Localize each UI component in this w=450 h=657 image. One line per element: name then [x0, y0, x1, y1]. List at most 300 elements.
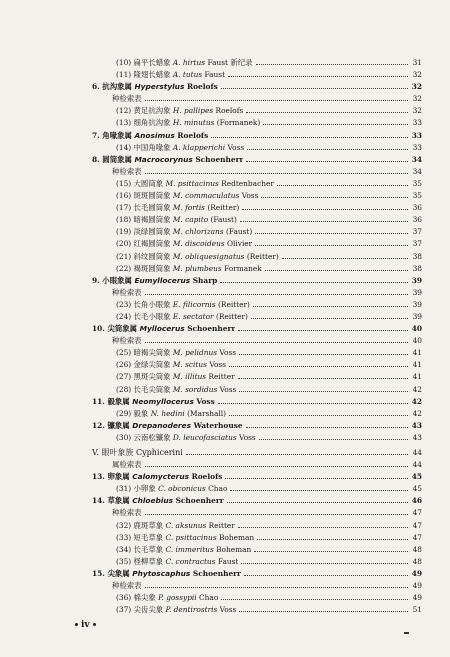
- entry-latin-name: A. tutus: [172, 70, 203, 80]
- dot-leader: [239, 354, 408, 355]
- entry-chinese-name: 暗褐圆筒象: [133, 215, 171, 225]
- toc-species-entry: [92, 408, 422, 420]
- entry-number: (10): [116, 58, 132, 67]
- entry-number: (14): [116, 142, 132, 152]
- dot-leader: [225, 478, 408, 479]
- toc-entry-label: [112, 580, 142, 592]
- toc-entry-label: [116, 347, 236, 359]
- toc-entry-label: [116, 604, 236, 616]
- dot-leader: [256, 64, 408, 65]
- entry-chinese-name: 镰象属: [107, 420, 130, 430]
- toc-species-entry: [92, 483, 422, 495]
- entry-chinese-name: 毅象属: [107, 396, 130, 406]
- entry-page-number: 37: [412, 227, 422, 237]
- entry-latin-name: Chloebius: [132, 496, 173, 506]
- entry-page-number: 47: [412, 532, 422, 542]
- dot-leader: [221, 88, 408, 89]
- dot-leader: [145, 466, 408, 467]
- entry-page-number: 43: [412, 432, 422, 442]
- toc-genus-entry: [92, 471, 422, 483]
- entry-latin-name: P. gossypii: [158, 593, 197, 603]
- entry-latin-name: M. scitus: [172, 360, 207, 370]
- entry-latin-name: Myllocerus: [139, 324, 185, 334]
- entry-latin-name: Hyperstylus: [134, 82, 185, 92]
- toc-species-entry: [92, 263, 422, 275]
- toc-key-entry: [92, 335, 422, 347]
- entry-latin-name: E. sectator: [172, 311, 214, 321]
- entry-chinese-name: 金绿尖筒象: [133, 360, 171, 370]
- toc-entry-label: [92, 154, 243, 166]
- entry-chinese-name: 淡绿圆筒象: [133, 227, 171, 237]
- entry-page-number: 47: [412, 508, 422, 518]
- toc-species-entry: [92, 190, 422, 202]
- toc-species-entry: [92, 544, 422, 556]
- entry-author: Roelofs: [186, 82, 218, 92]
- entry-author: Roelofs: [215, 106, 244, 116]
- entry-latin-name: M. chlorizans: [172, 227, 224, 237]
- entry-author: Voss: [227, 142, 245, 152]
- toc-entry-label: [116, 532, 254, 544]
- entry-page-number: 48: [412, 544, 422, 554]
- entry-page-number: 42: [412, 408, 422, 418]
- toc-entry-label: [116, 238, 252, 250]
- toc-genus-entry: [92, 420, 422, 432]
- entry-chinese-name: 鹿斑草象: [133, 520, 164, 530]
- entry-latin-name: M. capito: [172, 215, 209, 225]
- entry-page-number: 38: [412, 263, 422, 273]
- entry-latin-name: C. obconicus: [158, 484, 206, 494]
- dot-leader: [242, 209, 408, 210]
- entry-chinese-name: 暗褐尖筒象: [133, 348, 171, 358]
- entry-latin-name: M. plumbeus: [172, 263, 222, 273]
- entry-latin-name: A. klapperichi: [172, 142, 226, 152]
- entry-latin-name: M. fortis: [172, 203, 205, 213]
- toc-species-entry: [92, 214, 422, 226]
- entry-number: (11): [116, 70, 132, 80]
- entry-page-number: 37: [412, 239, 422, 249]
- toc-entry-label: [92, 568, 241, 580]
- entry-number: (20): [116, 239, 132, 249]
- entry-page-number: 39: [411, 275, 422, 285]
- entry-page-number: 39: [412, 311, 422, 321]
- dot-leader: [277, 185, 408, 186]
- toc-genus-entry: [92, 568, 422, 580]
- toc-species-entry: [92, 311, 422, 323]
- entry-chinese-name: 长毛尖筒象: [133, 384, 171, 394]
- entry-author: Voss: [209, 360, 227, 370]
- toc-key-entry: [92, 93, 422, 105]
- toc-entry-label: [92, 420, 243, 432]
- entry-number: (35): [116, 556, 132, 566]
- dot-leader: [145, 587, 408, 588]
- dot-leader: [246, 161, 408, 162]
- entry-number: (34): [116, 544, 132, 554]
- entry-page-number: 35: [412, 191, 422, 201]
- entry-author: (Marshall): [187, 408, 227, 418]
- toc-key-entry: [92, 507, 422, 519]
- toc-genus-entry: [92, 396, 422, 408]
- entry-latin-name: C. aksunus: [165, 520, 207, 530]
- entry-page-number: 32: [411, 82, 422, 92]
- entry-latin-name: C. immeritus: [165, 544, 214, 554]
- entry-author: (Reitter): [246, 251, 279, 261]
- dot-leader: [255, 245, 408, 246]
- entry-number: (27): [116, 372, 132, 382]
- entry-number: (32): [116, 520, 132, 530]
- entry-page-number: 42: [411, 396, 422, 406]
- entry-author: (Reitter): [207, 203, 240, 213]
- toc-species-entry: [92, 226, 422, 238]
- entry-number: 10.: [92, 324, 105, 334]
- toc-entry-label: [116, 117, 260, 129]
- toc-entry-label: [112, 287, 142, 299]
- entry-author: (Formanek): [216, 118, 261, 128]
- entry-latin-name: Macrocorynus: [134, 154, 193, 164]
- entry-number: (29): [116, 408, 132, 418]
- entry-chinese-name: 种检索表: [112, 94, 142, 104]
- entry-page-number: 32: [412, 70, 422, 80]
- entry-chinese-name: 黑斑尖筒象: [133, 372, 171, 382]
- entry-author: Schoenherr: [195, 154, 244, 164]
- toc-genus-entry: [92, 323, 422, 335]
- entry-latin-name: E. filicornis: [172, 299, 216, 309]
- toc-entry-label: [92, 396, 215, 408]
- ink-speck-icon: [404, 632, 409, 634]
- entry-latin-name: H. pallipes: [172, 106, 214, 116]
- entry-chinese-name: 眼叶象族: [101, 448, 134, 457]
- entry-number: (31): [116, 484, 132, 494]
- entry-author: Waterhouse: [193, 420, 243, 430]
- toc-entry-label: [116, 214, 237, 226]
- dot-leader: [239, 391, 408, 392]
- entry-chinese-name: 隆翅长蜡象: [133, 70, 171, 80]
- entry-author: Sharp: [192, 275, 218, 285]
- entry-number: 12.: [92, 420, 105, 430]
- toc-species-entry: [92, 371, 422, 383]
- entry-author: Voss: [239, 432, 256, 442]
- entry-number: (17): [116, 203, 132, 213]
- entry-chinese-name: 扁平长蜡象: [133, 58, 171, 67]
- toc-entry-label: [92, 447, 183, 459]
- toc-genus-entry: [92, 81, 422, 93]
- entry-chinese-name: 柽柳草象: [133, 556, 164, 566]
- entry-chinese-name: 褐斑圆筒象: [133, 263, 171, 273]
- entry-page-number: 44: [412, 460, 422, 470]
- entry-author: Schoenherr: [192, 568, 241, 578]
- dot-leader: [238, 378, 408, 379]
- dot-leader: [228, 76, 408, 77]
- bullet-icon: [93, 623, 96, 626]
- table-of-contents: [92, 57, 422, 616]
- toc-species-entry: [92, 105, 422, 117]
- toc-species-entry: [92, 117, 422, 129]
- entry-number: 8.: [92, 154, 100, 164]
- entry-chinese-name: 长毛小眼象: [133, 311, 171, 321]
- entry-number: (25): [116, 348, 132, 358]
- dot-leader: [253, 306, 408, 307]
- entry-page-number: 33: [412, 118, 422, 128]
- entry-number: 6.: [92, 82, 100, 92]
- entry-latin-name: N. hedini: [150, 408, 185, 418]
- dot-leader: [263, 124, 408, 125]
- toc-species-entry: [92, 299, 422, 311]
- entry-number: (22): [116, 263, 132, 273]
- entry-chinese-name: 角喙象属: [102, 130, 132, 140]
- entry-page-number: 46: [411, 496, 422, 506]
- dot-leader: [246, 427, 408, 428]
- entry-author: Roelofs: [177, 130, 209, 140]
- toc-entry-label: [116, 69, 225, 81]
- entry-page-number: 32: [412, 94, 422, 104]
- dot-leader: [247, 149, 408, 150]
- entry-chinese-name: 小卵象: [133, 484, 156, 494]
- toc-entry-label: [116, 311, 248, 323]
- entry-author: Formanek: [224, 263, 262, 273]
- entry-page-number: 42: [412, 384, 422, 394]
- entry-author: (Reitter): [218, 299, 250, 309]
- toc-species-entry: [92, 178, 422, 190]
- toc-genus-entry: [92, 495, 422, 507]
- dot-leader: [257, 539, 408, 540]
- entry-page-number: 48: [412, 556, 422, 566]
- dot-leader: [265, 270, 408, 271]
- toc-genus-entry: [92, 130, 422, 142]
- entry-author: (Faust): [225, 227, 253, 237]
- toc-genus-entry: [92, 154, 422, 166]
- entry-number: (37): [116, 605, 132, 615]
- entry-chinese-name: 种检索表: [112, 166, 142, 176]
- dot-leader: [238, 527, 408, 528]
- toc-species-entry: [92, 347, 422, 359]
- entry-latin-name: H. minutus: [172, 118, 215, 128]
- entry-author: Voss: [219, 348, 237, 358]
- entry-number: (19): [116, 227, 132, 237]
- entry-chinese-name: 红褐圆筒象: [133, 239, 171, 249]
- entry-page-number: 51: [412, 605, 422, 615]
- entry-number: 7.: [92, 130, 100, 140]
- toc-entry-label: [92, 495, 224, 507]
- toc-species-entry: [92, 532, 422, 544]
- entry-chinese-name: 黄足抗沟象: [133, 106, 171, 116]
- dot-leader: [221, 599, 408, 600]
- toc-entry-label: [116, 408, 226, 420]
- entry-number: (21): [116, 251, 132, 261]
- entry-chinese-name: 种检索表: [112, 508, 142, 518]
- entry-number: 14.: [92, 496, 105, 506]
- toc-entry-label: [116, 178, 274, 190]
- entry-page-number: 45: [412, 484, 422, 494]
- entry-author: Roelofs: [191, 472, 223, 482]
- entry-author: Reitter: [208, 520, 235, 530]
- entry-chinese-name: 圆筒象属: [102, 154, 132, 164]
- toc-entry-label: [116, 190, 258, 202]
- entry-chinese-name: 棉尖象: [133, 593, 156, 603]
- toc-species-entry: [92, 251, 422, 263]
- entry-number: (26): [116, 360, 132, 370]
- toc-entry-label: [112, 459, 142, 471]
- dot-leader: [145, 514, 408, 515]
- entry-latin-name: Anosimus: [134, 130, 175, 140]
- entry-latin-name: Neomyllocerus: [132, 396, 194, 406]
- entry-chinese-name: 种检索表: [112, 581, 142, 591]
- entry-latin-name: C. contractus: [165, 556, 216, 566]
- toc-species-entry: [92, 202, 422, 214]
- entry-page-number: 44: [412, 448, 422, 457]
- entry-chinese-name: 种检索表: [112, 336, 142, 346]
- entry-page-number: 34: [412, 166, 422, 176]
- entry-page-number: 36: [412, 203, 422, 213]
- entry-number: (33): [116, 532, 132, 542]
- dot-leader: [254, 551, 408, 552]
- toc-species-entry: [92, 520, 422, 532]
- toc-entry-label: [112, 93, 142, 105]
- entry-latin-name: M. obliquesignatus: [172, 251, 245, 261]
- entry-number: (23): [116, 299, 132, 309]
- entry-author: Redtenbacher: [221, 178, 274, 188]
- toc-tribe-entry: [92, 447, 422, 459]
- entry-latin-name: M. psittacinus: [165, 178, 219, 188]
- entry-author: Faust: [217, 556, 239, 566]
- dot-leader: [282, 258, 408, 259]
- entry-author: Boheman: [216, 544, 252, 554]
- dot-leader: [241, 563, 408, 564]
- toc-key-entry: [92, 287, 422, 299]
- toc-entry-label: [116, 556, 238, 568]
- toc-entry-label: [116, 226, 252, 238]
- entry-chinese-name: 长毛草象: [133, 544, 164, 554]
- dot-leader: [145, 342, 408, 343]
- toc-entry-label: [116, 202, 239, 214]
- toc-species-entry: [92, 384, 422, 396]
- entry-page-number: 41: [412, 360, 422, 370]
- toc-species-entry: [92, 69, 422, 81]
- toc-entry-label: [92, 275, 217, 287]
- entry-number: 11.: [92, 396, 105, 406]
- entry-number: (12): [116, 106, 132, 116]
- toc-entry-label: [116, 483, 227, 495]
- entry-page-number: 47: [412, 520, 422, 530]
- entry-number: (36): [116, 593, 132, 603]
- entry-number: 15.: [92, 568, 105, 578]
- entry-number: (24): [116, 311, 132, 321]
- entry-page-number: 49: [412, 581, 422, 591]
- entry-chinese-name: 抗沟象属: [102, 82, 132, 92]
- entry-chinese-name: 云南松镰象: [133, 432, 171, 442]
- entry-latin-name: M. commaculatus: [172, 191, 240, 201]
- entry-latin-name: D. leucofasciatus: [172, 432, 237, 442]
- entry-latin-name: M. sordidus: [172, 384, 218, 394]
- entry-latin-name: M. pelidnus: [172, 348, 218, 358]
- dot-leader: [145, 294, 408, 295]
- entry-chinese-name: 斑斑圆筒象: [133, 191, 171, 201]
- entry-chinese-name: 斜纹圆筒象: [133, 251, 171, 261]
- entry-author: Voss: [219, 605, 237, 615]
- dot-leader: [145, 100, 408, 101]
- toc-species-entry: [92, 604, 422, 616]
- entry-page-number: 32: [412, 106, 422, 116]
- entry-author: Cyphicerini: [136, 448, 183, 457]
- toc-entry-label: [116, 105, 243, 117]
- entry-page-number: 36: [412, 215, 422, 225]
- entry-chinese-name: 属检索表: [112, 460, 142, 470]
- toc-entry-label: [116, 384, 236, 396]
- entry-page-number: 41: [412, 372, 422, 382]
- toc-entry-label: [116, 263, 262, 275]
- entry-chinese-name: 尖筒象属: [107, 324, 138, 334]
- entry-page-number: 40: [411, 324, 422, 334]
- toc-entry-label: [92, 323, 235, 335]
- entry-author: Olivier: [226, 239, 253, 249]
- entry-chinese-name: 长角小眼象: [133, 299, 171, 309]
- dot-leader: [238, 330, 408, 331]
- toc-species-entry: [92, 142, 422, 154]
- toc-entry-label: [116, 544, 251, 556]
- entry-chinese-name: 尖齿尖象: [133, 605, 164, 615]
- entry-chinese-name: 小眼象属: [102, 275, 132, 285]
- toc-entry-label: [92, 81, 218, 93]
- entry-page-number: 38: [412, 251, 422, 261]
- entry-number: (13): [116, 118, 132, 128]
- toc-species-entry: [92, 556, 422, 568]
- toc-key-entry: [92, 459, 422, 471]
- entry-latin-name: M. discoideus: [172, 239, 225, 249]
- entry-page-number: 43: [411, 420, 422, 430]
- bullet-icon: [75, 623, 78, 626]
- entry-author: Voss: [241, 191, 259, 201]
- dot-leader: [227, 502, 408, 503]
- toc-entry-label: [116, 251, 279, 263]
- entry-chinese-name: 草象属: [107, 496, 130, 506]
- toc-key-entry: [92, 580, 422, 592]
- entry-chinese-name: 细角抗沟象: [133, 118, 171, 128]
- entry-chinese-name: 短毛草象: [133, 532, 164, 542]
- toc-entry-label: [116, 371, 235, 383]
- entry-number: (28): [116, 384, 132, 394]
- dot-leader: [230, 490, 408, 491]
- entry-latin-name: A. hirtus: [172, 58, 206, 67]
- toc-key-entry: [92, 166, 422, 178]
- dot-leader: [211, 137, 408, 138]
- entry-latin-name: M. illitus: [172, 372, 207, 382]
- dot-leader: [218, 403, 408, 404]
- entry-page-number: 49: [411, 568, 422, 578]
- toc-entry-label: [116, 359, 226, 371]
- entry-chinese-name: 中国角喙象: [133, 142, 171, 152]
- entry-page-number: 34: [411, 154, 422, 164]
- entry-author: Chao: [208, 484, 228, 494]
- entry-number: 9.: [92, 275, 100, 285]
- entry-page-number: 39: [412, 299, 422, 309]
- toc-entry-label: [116, 432, 256, 444]
- entry-page-number: 40: [412, 336, 422, 346]
- entry-page-number: 45: [411, 472, 422, 482]
- entry-page-number: 31: [412, 58, 422, 67]
- entry-author: Faust 新纪录: [207, 58, 253, 67]
- dot-leader: [145, 173, 408, 174]
- toc-entry-label: [116, 299, 250, 311]
- entry-author: Faust: [204, 70, 226, 80]
- dot-leader: [239, 611, 408, 612]
- entry-chinese-name: 种检索表: [112, 287, 142, 297]
- dot-leader: [251, 318, 408, 319]
- dot-leader: [261, 197, 408, 198]
- toc-entry-label: [116, 520, 235, 532]
- entry-number: (16): [116, 191, 132, 201]
- dot-leader: [255, 233, 408, 234]
- toc-entry-label: [92, 471, 222, 483]
- entry-number: V.: [92, 448, 99, 457]
- dot-leader: [240, 221, 408, 222]
